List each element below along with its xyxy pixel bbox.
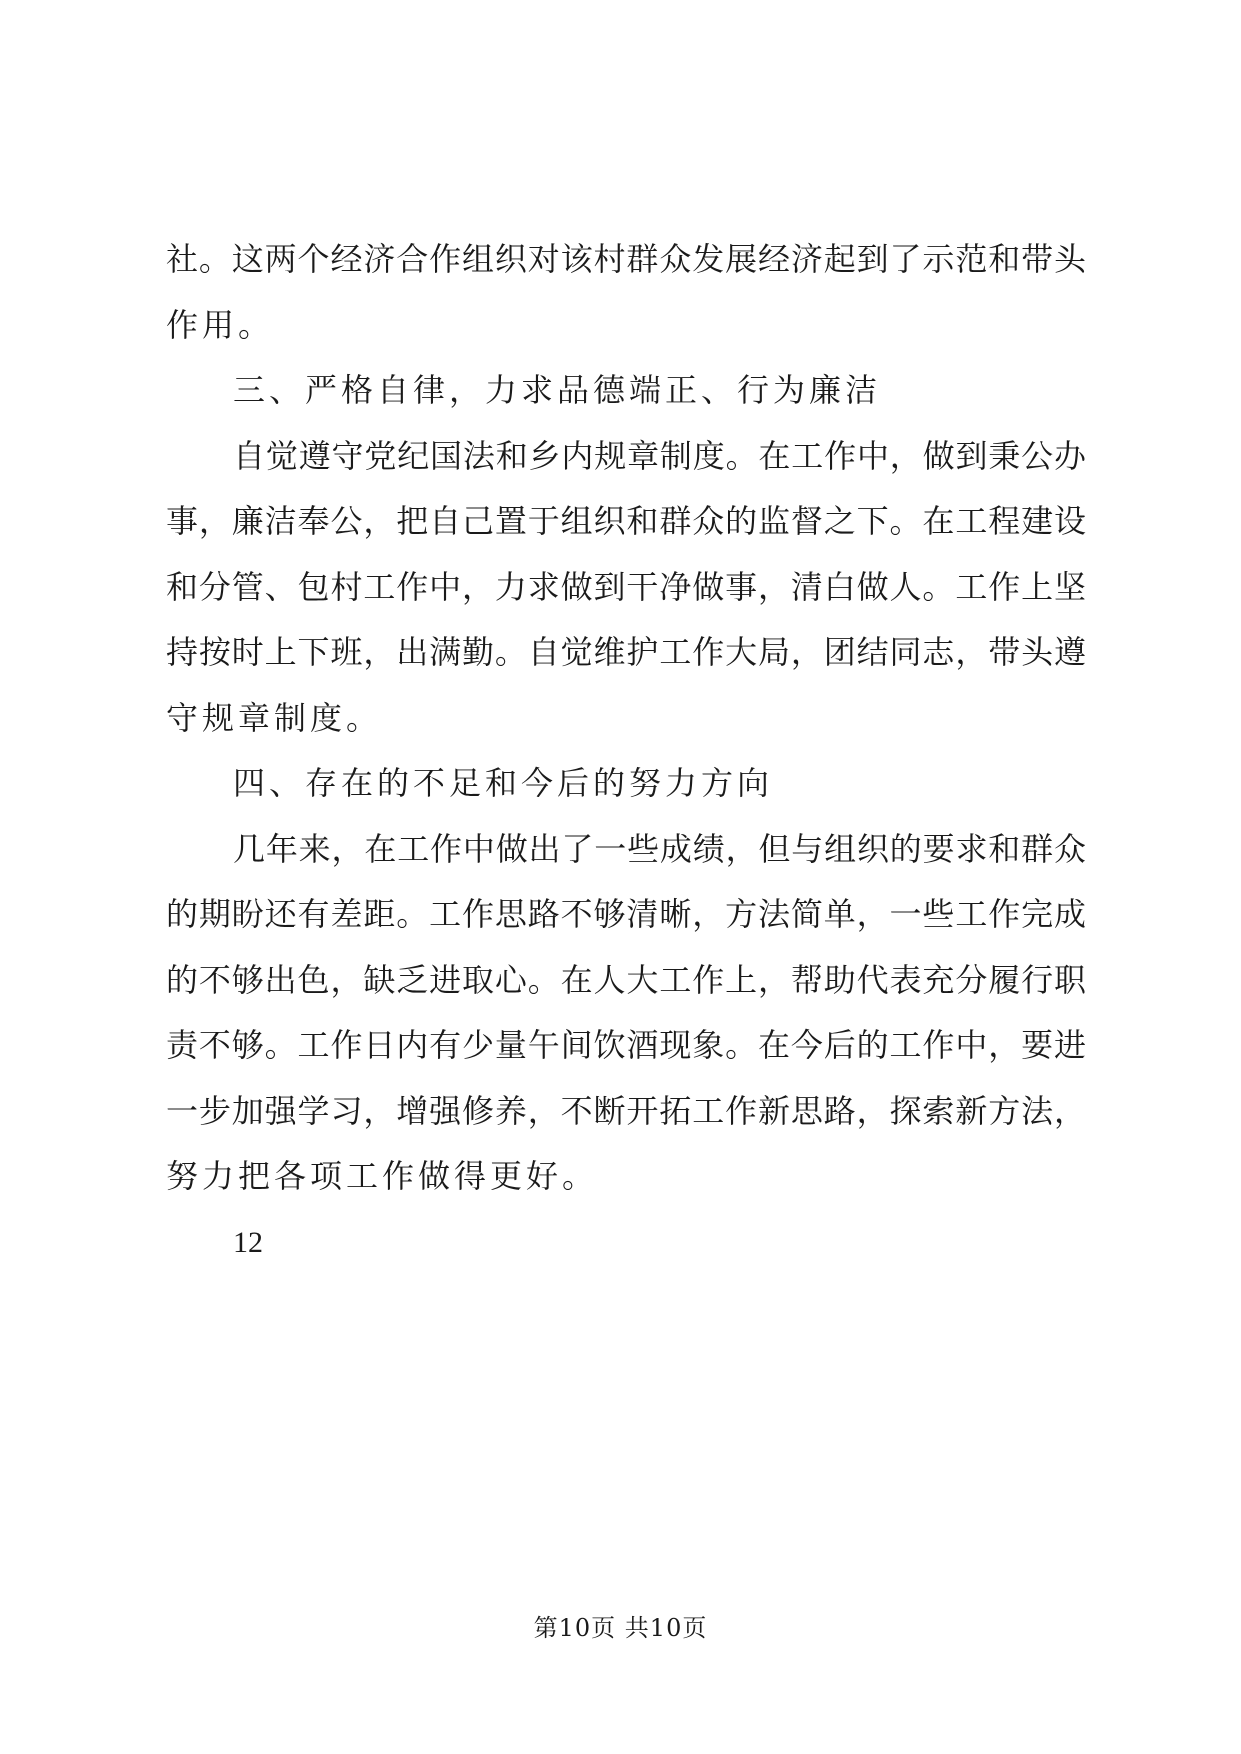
- stray-number: 12: [233, 1225, 263, 1259]
- paragraph-line: 一步加强学习，增强修养，不断开拓工作新思路，探索新方法，: [166, 1091, 1086, 1130]
- document-body: [166, 227, 1086, 1275]
- paragraph-line: 作用。: [166, 305, 275, 344]
- paragraph-line: 责不够。工作日内有少量午间饮酒现象。在今后的工作中，要进: [166, 1026, 1086, 1064]
- paragraph-line: 努力把各项工作做得更好。: [166, 1157, 599, 1195]
- section-heading: 四、存在的不足和今后的努力方向: [233, 764, 774, 802]
- page-footer: 第10页 共10页: [533, 1614, 708, 1642]
- paragraph-line: 的期盼还有差距。工作思路不够清晰，方法简单，一些工作完成: [166, 895, 1086, 933]
- paragraph-line: 和分管、包村工作中，力求做到干净做事，清白做人。工作上坚: [166, 567, 1086, 606]
- paragraph-line: 自觉遵守党纪国法和乡内规章制度。在工作中，做到秉公办: [233, 436, 1086, 475]
- paragraph-line: 的不够出色，缺乏进取心。在人大工作上，帮助代表充分履行职: [166, 960, 1086, 999]
- paragraph-line: 几年来，在工作中做出了一些成绩，但与组织的要求和群众: [233, 829, 1086, 868]
- section-heading: 三、严格自律，力求品德端正、行为廉洁: [233, 371, 882, 409]
- paragraph-line: 社。这两个经济合作组织对该村群众发展经济起到了示范和带头: [166, 240, 1086, 278]
- paragraph-line: 守规章制度。: [166, 698, 383, 737]
- paragraph-line: 持按时上下班，出满勤。自觉维护工作大局，团结同志，带头遵: [166, 633, 1086, 671]
- paragraph-line: 事，廉洁奉公，把自己置于组织和群众的监督之下。在工程建设: [166, 502, 1086, 540]
